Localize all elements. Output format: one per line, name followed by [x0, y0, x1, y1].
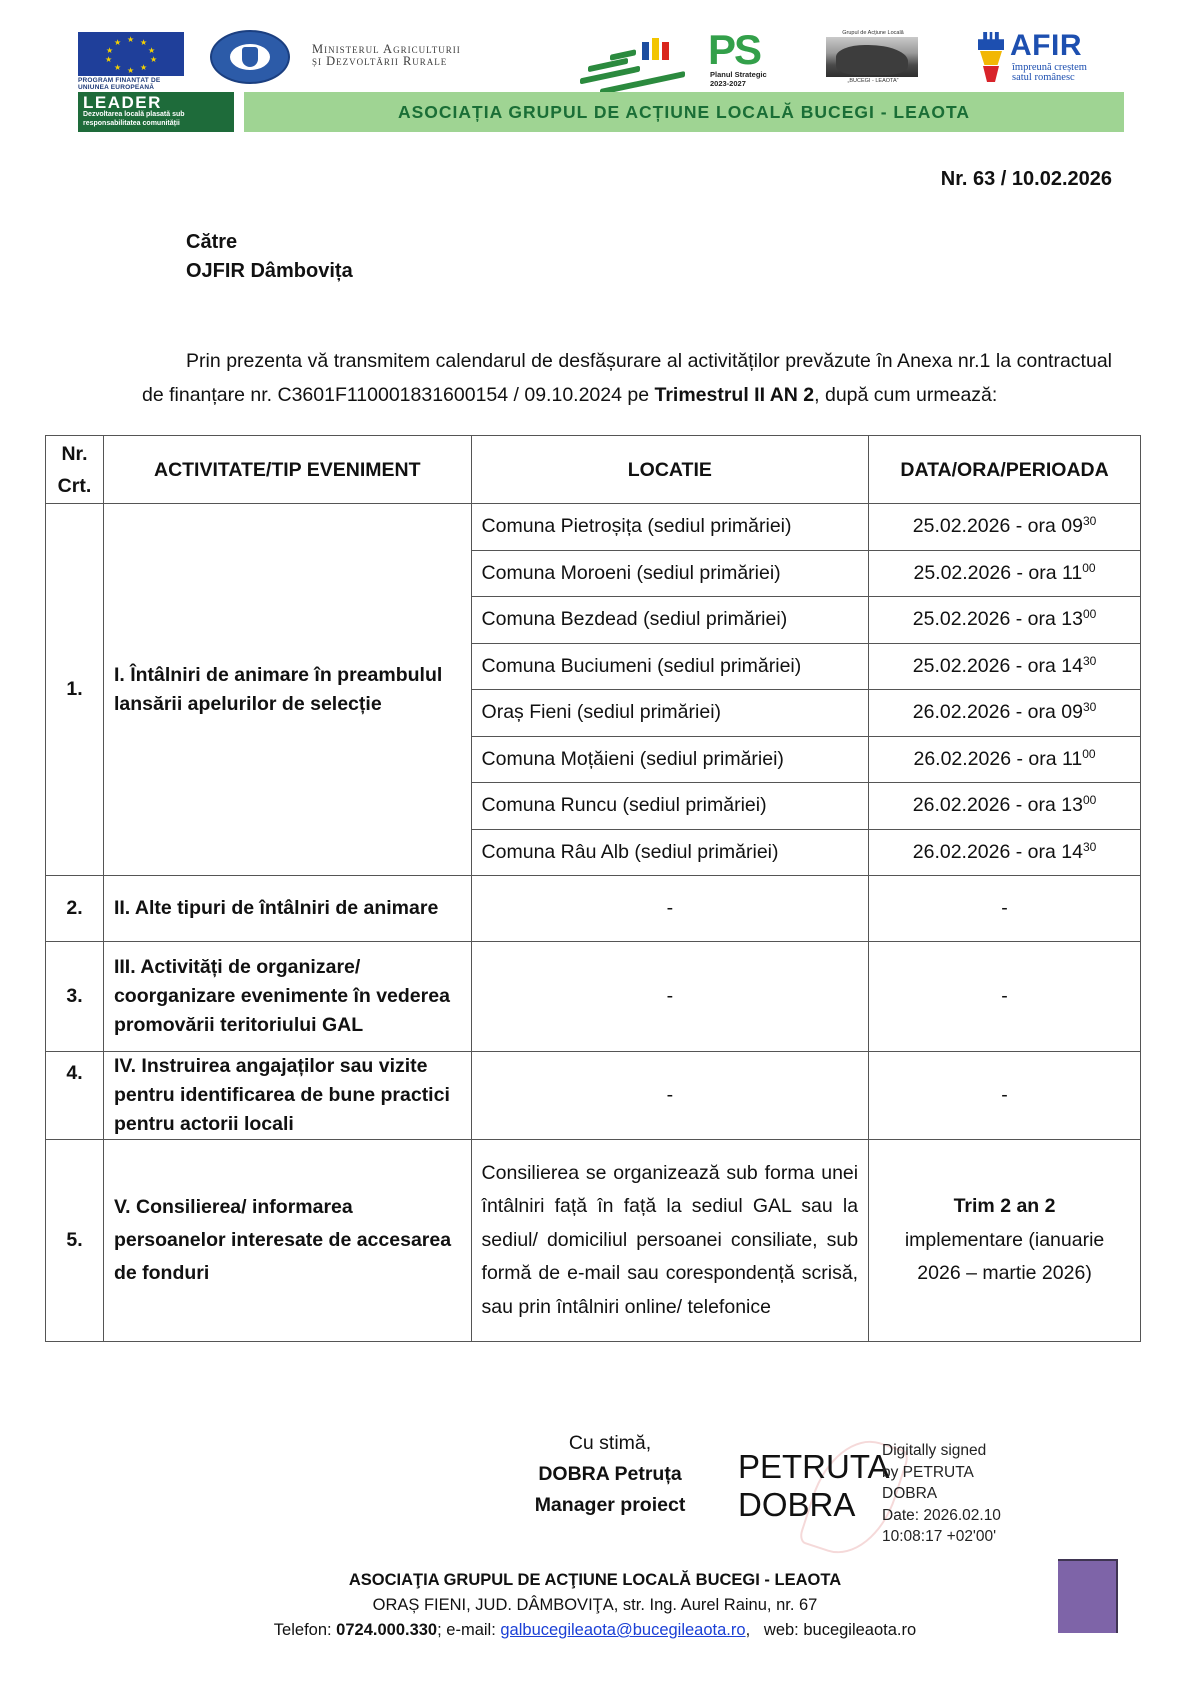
- association-banner: ASOCIAȚIA GRUPUL DE ACȚIUNE LOCALĂ BUCEGI - LEAOTA: [244, 92, 1124, 132]
- eagle-icon: [242, 47, 258, 67]
- date-text: 25.02.2026 - ora 09: [912, 515, 1083, 538]
- gal-caption-top: Grupul de Acțiune Locală: [842, 30, 904, 36]
- time-minutes: 00: [1082, 560, 1096, 575]
- row-activity: V. Consilierea/ informarea persoanelor interesate de accesarea de fonduri: [103, 1140, 471, 1342]
- email-link[interactable]: galbucegileaota@bucegileaota.ro: [500, 1621, 746, 1639]
- table-row: [46, 876, 1141, 942]
- time-minutes: 30: [1082, 700, 1097, 715]
- table-row: [46, 942, 1141, 1052]
- phone-number: 0724.000.330: [336, 1621, 438, 1639]
- time-minutes: 30: [1082, 653, 1097, 668]
- date-text: 26.02.2026 - ora 14: [912, 840, 1083, 863]
- row-number: 2.: [46, 876, 104, 942]
- email-label: ; e-mail:: [437, 1621, 501, 1639]
- afir-slogan-line: satul românesc: [1012, 72, 1075, 83]
- table-row: [46, 1052, 1141, 1140]
- phone-label: Telefon:: [273, 1621, 337, 1639]
- digital-signature-line: PETRUTA: [738, 1448, 890, 1485]
- row-number: 5.: [46, 1140, 104, 1342]
- date-text: 26.02.2026 - ora 09: [912, 701, 1083, 724]
- eu-caption-line: PROGRAM FINANȚAT DE: [78, 77, 161, 84]
- ministry-line: și Dezvoltării Rurale: [312, 54, 448, 68]
- footer: [0, 1568, 1190, 1643]
- row-activity: II. Alte tipuri de întâlniri de animare: [103, 876, 471, 942]
- leader-subtitle-line: Dezvoltarea locală plasată sub: [83, 111, 185, 118]
- date-cell: [869, 597, 1141, 644]
- date-text: 26.02.2026 - ora 13: [912, 794, 1083, 817]
- recipient-block: [186, 228, 353, 286]
- location-cell: Comuna Râu Alb (sediul primăriei): [471, 829, 869, 876]
- time-minutes: 00: [1082, 607, 1097, 622]
- location-cell: -: [471, 1052, 869, 1140]
- header-nr-crt: [46, 436, 104, 504]
- location-cell: Comuna Runcu (sediul primăriei): [471, 783, 869, 830]
- date-cell: [869, 550, 1141, 597]
- date-cell: [869, 783, 1141, 830]
- date-cell: [869, 1140, 1141, 1342]
- ministry-name: [312, 43, 461, 67]
- row-activity: III. Activități de organizare/ coorganizare evenimente în vederea promovării teritoriului GAL: [103, 942, 471, 1052]
- date-cell: -: [869, 876, 1141, 942]
- leader-title: LEADER: [83, 93, 162, 112]
- web-label: , web:: [745, 1621, 804, 1639]
- ps-logo-text: PS: [708, 26, 761, 73]
- date-cell: -: [869, 942, 1141, 1052]
- letterhead: [0, 0, 1190, 140]
- location-cell: Comuna Moțăieni (sediul primăriei): [471, 736, 869, 783]
- header-location: LOCATIE: [471, 436, 869, 504]
- location-cell: -: [471, 876, 869, 942]
- date-text: 25.02.2026 - ora 14: [912, 654, 1083, 677]
- dsig-info-line: 10:08:17 +02'00': [882, 1528, 997, 1545]
- date-cell: [869, 690, 1141, 737]
- row-number: 4.: [46, 1052, 104, 1140]
- header-nr-line: Crt.: [57, 474, 92, 497]
- ps-subtitle-line: Planul Strategic: [710, 70, 767, 79]
- gal-photo-logo: [826, 30, 920, 86]
- location-cell: Consilierea se organizează sub forma unei întâlniri față în față la sediul GAL sau la sediul/ domiciliul persoanei consiliate, sub formă de e-mail sau corespondență scrisă, sau prin întâlniri online/ telefonice: [471, 1140, 869, 1342]
- gal-caption-bottom: „BUCEGI - LEAOTA”: [847, 78, 899, 84]
- row-activity: I. Întâlniri de animare în preambulul lansării apelurilor de selecție: [103, 504, 471, 876]
- location-cell: Comuna Bezdead (sediul primăriei): [471, 597, 869, 644]
- row-number: 1.: [46, 504, 104, 876]
- eu-flag-logo: ★ ★ ★ ★ ★ ★ ★ ★ ★ ★: [78, 32, 184, 76]
- date-cell: [869, 829, 1141, 876]
- ps-stripes-logo: [580, 32, 690, 90]
- footer-contact: [0, 1618, 1190, 1643]
- time-minutes: 00: [1082, 746, 1096, 761]
- row-number: 3.: [46, 942, 104, 1052]
- header-nr-line: Nr.: [61, 442, 88, 465]
- table-header-row: [46, 436, 1141, 504]
- government-seal-logo: [210, 30, 290, 84]
- closing-text: Cu stimă,: [568, 1432, 652, 1454]
- footer-address: ORAȘ FIENI, JUD. DÂMBOVIŢA, str. Ing. Aurel Rainu, nr. 67: [372, 1596, 818, 1614]
- date-text: 25.02.2026 - ora 13: [912, 608, 1083, 631]
- time-minutes: 00: [1082, 793, 1097, 808]
- location-cell: Oraș Fieni (sediul primăriei): [471, 690, 869, 737]
- dsig-info-line: by PETRUTA: [882, 1463, 974, 1481]
- date-text: 26.02.2026 - ora 11: [913, 747, 1083, 770]
- web-address: bucegileaota.ro: [803, 1621, 917, 1639]
- digital-signature-name[interactable]: [738, 1448, 890, 1524]
- location-cell: Comuna Buciumeni (sediul primăriei): [471, 643, 869, 690]
- footer-org-name: ASOCIAŢIA GRUPUL DE ACŢIUNE LOCALĂ BUCEGI - LEAOTA: [348, 1571, 842, 1589]
- time-minutes: 30: [1082, 839, 1097, 854]
- signer-role: Manager proiect: [534, 1494, 686, 1516]
- date-cell: [869, 736, 1141, 783]
- afir-emblem-icon: [978, 32, 1004, 82]
- digital-signature-info: [882, 1440, 1001, 1548]
- purple-stamp-box: [1058, 1559, 1118, 1633]
- table-row: [46, 1140, 1141, 1342]
- period-detail: implementare (ianuarie 2026 – martie 2026): [904, 1228, 1105, 1285]
- eu-caption-line: UNIUNEA EUROPEANĂ: [78, 84, 155, 91]
- location-cell: Comuna Pietroșița (sediul primăriei): [471, 504, 869, 551]
- leader-logo: [78, 92, 234, 132]
- date-cell: [869, 504, 1141, 551]
- time-minutes: 30: [1082, 514, 1097, 529]
- intro-text: Prin prezenta vă transmitem calendarul de desfășurare al activităților prevăzute în Anexa nr.1 la contractual de finanțare nr. C3601F110001831600154 / 09.10.2024 pe: [142, 350, 1112, 406]
- digital-signature-line: DOBRA: [738, 1486, 856, 1523]
- date-cell: [869, 643, 1141, 690]
- activity-schedule-table: [45, 435, 1141, 1342]
- dsig-info-line: Date: 2026.02.10: [882, 1506, 1001, 1524]
- afir-slogan: [1012, 63, 1087, 83]
- location-cell: -: [471, 942, 869, 1052]
- registration-number: Nr. 63 / 10.02.2026: [940, 168, 1112, 190]
- intro-paragraph: [142, 344, 1112, 412]
- table-row: [46, 504, 1141, 551]
- header-date: DATA/ORA/PERIOADA: [869, 436, 1141, 504]
- dsig-info-line: Digitally signed: [882, 1442, 987, 1459]
- signature-block: [520, 1428, 700, 1521]
- leader-subtitle-line: responsabilitatea comunității: [83, 119, 180, 127]
- intro-text-end: , după cum urmează:: [814, 384, 998, 406]
- header-activity: ACTIVITATE/TIP EVENIMENT: [103, 436, 471, 504]
- row-activity: IV. Instruirea angajaților sau vizite pentru identificarea de bune practici pentru actorii locali: [103, 1052, 471, 1140]
- ministry-line: Ministerul Agriculturii: [312, 42, 461, 56]
- date-text: 25.02.2026 - ora 11: [913, 561, 1083, 584]
- to-label: Către: [186, 231, 238, 253]
- ps-subtitle: [710, 71, 767, 88]
- afir-logo-text: AFIR: [1010, 29, 1082, 62]
- date-cell: -: [869, 1052, 1141, 1140]
- period-label: Trim 2 an 2: [953, 1195, 1056, 1218]
- intro-period: Trimestrul II AN 2: [654, 384, 815, 406]
- eu-caption: [78, 77, 198, 91]
- sphinx-rock-image: [826, 37, 918, 77]
- dsig-info-line: DOBRA: [882, 1485, 938, 1502]
- location-cell: Comuna Moroeni (sediul primăriei): [471, 550, 869, 597]
- recipient-name: OJFIR Dâmbovița: [186, 260, 353, 282]
- signer-name: DOBRA Petruța: [538, 1463, 682, 1485]
- afir-slogan-line: împreună creștem: [1012, 62, 1087, 73]
- ps-subtitle-line: 2023-2027: [710, 78, 746, 88]
